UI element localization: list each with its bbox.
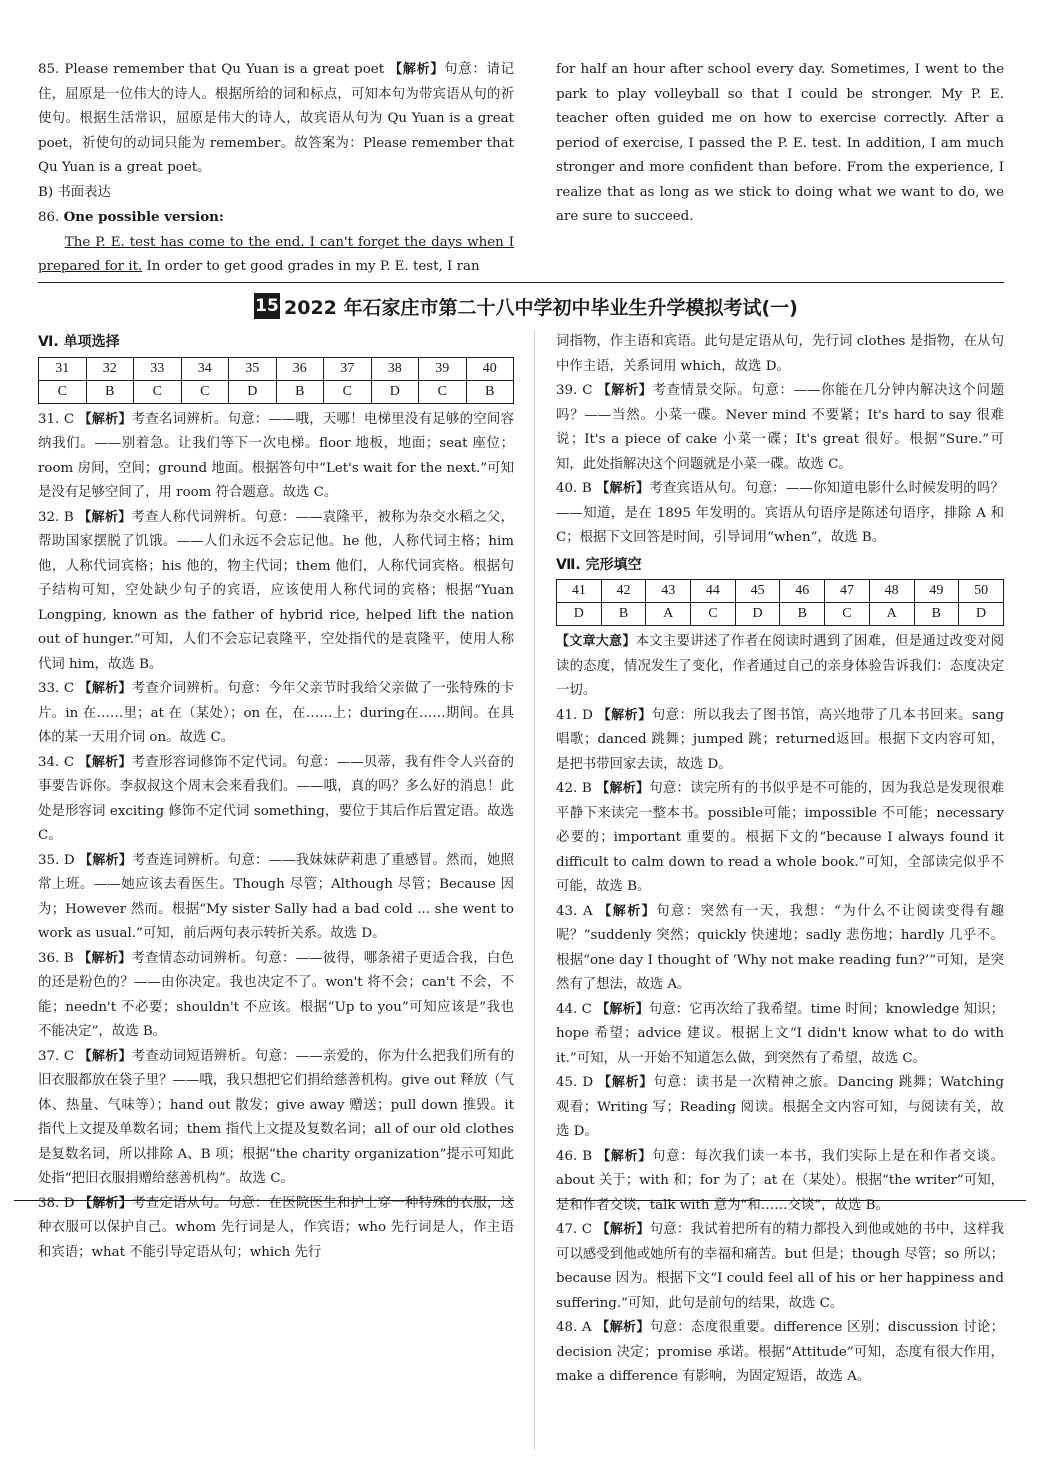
answer-letter-cell: C <box>39 380 87 403</box>
analysis-tag: 【解析】 <box>79 852 133 868</box>
analysis-text: 考查情景交际。句意：——你能在几分钟内解决这个问题吗？——当然。小菜一碟。Never mind 不要紧；It's hard to say 很难说；It's a piece of cake 小菜一碟；It's great 很好。根据“Sure.”可知，此处指解决这个问题就是小菜一碟。故选 C。 <box>556 383 1004 472</box>
analysis-item <box>38 506 514 678</box>
analysis-tag: 【解析】 <box>598 903 657 919</box>
analysis-text: 考查动词短语辨析。句意：——亲爱的，你为什么把我们所有的旧衣服都放在袋子里？——哦，我只想把它们捐给慈善机构。give out 释放（气体、热量、气味等）；hand out 散发；give away 赠送；pull down 推毁。it 指代上文提及单数名词；them 指代上文提及复数名词；all of our old clothes 是复数名词，所以排除 A、B 项；根据“the charity organization”提示可知此处指“把旧衣服捐赠给慈善机构”。故选 C。 <box>38 1048 514 1186</box>
page-rule-right <box>556 1200 1026 1201</box>
analysis-text: 句意：读完所有的书似乎是不可能的，因为我总是发现很难平静下来读完一整本书。possible可能；impossible 不可能；necessary 必要的；important 重要的。根据下文的“because I always found it difficult to calm down to read a whole book.”可知，全部读完似乎不可能，故选 B。 <box>556 781 1004 894</box>
analysis-item <box>38 1045 514 1192</box>
item-number: 36. B <box>38 950 79 966</box>
section-vii-heading: Ⅶ. 完形填空 <box>556 556 642 573</box>
item-number: 41. D <box>556 707 598 723</box>
analysis-tag: 【解析】 <box>596 1222 650 1237</box>
item-number: 39. C <box>556 383 598 398</box>
answer-letter-cell: B <box>780 603 825 626</box>
question-number-cell: 50 <box>959 580 1004 603</box>
essay-continuation: for half an hour after school every day. Sometimes, I went to the park to play volleyball so that I could be stronger. My P. E. teacher often guided me on how to exercise correctly. After a period of exercise, I passed the P. E. test. In addition, I am much stronger and more confident than before. From the experience, I realize that as long as we stick to doing what we want to do, we are sure to succeed. <box>556 62 1004 224</box>
version-heading: One possible version: <box>63 209 224 225</box>
analysis-tag: 【解析】 <box>596 781 650 796</box>
question-85 <box>38 58 514 181</box>
analysis-item <box>556 777 1004 900</box>
analysis-tag: 【解析】 <box>596 1001 649 1017</box>
exam-title <box>254 290 798 322</box>
item-number: 42. B <box>556 781 597 796</box>
section-b-heading: B) 书面表达 <box>38 184 111 200</box>
column-divider <box>534 330 535 1450</box>
analysis-item <box>38 947 514 1045</box>
analysis-tag: 【解析】 <box>598 1075 654 1090</box>
analysis-text: 句意：态度很重要。difference 区别；discussion 讨论；decision 决定；promise 承诺。根据“Attitude”可知，态度有很大作用，make a difference 有影响，为固定短语，故选 A。 <box>556 1320 1004 1384</box>
analysis-item <box>556 330 1004 379</box>
analysis-item <box>556 1218 1004 1316</box>
analysis-text: 句意：它再次给了我希望。time 时间；knowledge 知识；hope 希望；advice 建议。根据上文“I didn't know what to do with it.”可知，从一开始不知道怎么做，到突然有了希望，故选 C。 <box>556 1001 1004 1066</box>
question-number-cell: 38 <box>371 357 419 380</box>
right-items-b <box>556 704 1004 1390</box>
question-number-cell: 46 <box>780 580 825 603</box>
analysis-tag: 【解析】 <box>78 754 132 770</box>
analysis-text: 考查名词辨析。句意：——哦，天哪！电梯里没有足够的空间容纳我们。——别着急。让我们等下一次电梯。floor 地板，地面；seat 座位；room 房间，空间；ground 地面。根据答句中“Let's wait for the next.”可知是没有足够空间了，用 room 符合题意。故选 C。 <box>38 411 514 500</box>
analysis-tag: 【解析】 <box>79 1195 133 1211</box>
analysis-text: 考查人称代词辨析。句意：——袁隆平，被称为杂交水稻之父，帮助国家摆脱了饥饿。——人们永远不会忘记他。he 他，人称代词主格；him 他，人称代词宾格；his 他的，物主代词；them 他们，人称代词宾格。根据句子结构可知，空处缺少句子的宾语，应该使用人称代词的宾格；根据“Yuan Longping, known as the father of hybrid rice, helped lift the nation out of hunger.”可知，人们不会忘记袁隆平，空处指代的是袁隆平，使用人称代词 him，故选 B。 <box>38 509 515 672</box>
analysis-item <box>556 1316 1004 1390</box>
item-number: 37. C <box>38 1048 79 1064</box>
question-number-cell: 49 <box>914 580 959 603</box>
analysis-tag: 【解析】 <box>596 1320 650 1335</box>
question-number-cell: 48 <box>869 580 914 603</box>
question-number-cell: 34 <box>181 357 229 380</box>
answer-letter-cell: C <box>134 380 182 403</box>
analysis-text: 词指物，作主语和宾语。此句是定语从句，先行词 clothes 是指物，在从句中作主语，关系词用 which，故选 D。 <box>556 334 1004 374</box>
item-number: 44. C <box>556 1001 597 1017</box>
left-column <box>38 330 514 1265</box>
left-items <box>38 408 514 1266</box>
analysis-tag: 【解析】 <box>78 411 132 427</box>
question-number-cell: 45 <box>735 580 780 603</box>
question-number-cell: 35 <box>229 357 277 380</box>
analysis-text: 句意：每次我们读一本书，我们实际上是在和作者交谈。about 关于；with 和；for 为了；at 在（某处）。根据“the writer”可知，是和作者交谈，talk with 意为“和……交谈”，故选 B。 <box>556 1148 1004 1213</box>
item-number: 40. B <box>556 481 597 496</box>
answer-letter-cell: D <box>959 603 1004 626</box>
analysis-text: 考查定语从句。句意：在医院医生和护士穿一种特殊的衣服，这种衣服可以保护自己。whom 先行词是人，作宾语；who 先行词是人，作主语和宾语；what 不能引导定语从句；which 先行 <box>38 1195 514 1260</box>
summary-text: 本文主要讲述了作者在阅读时遇到了困难，但是通过改变对阅读的态度，情况发生了变化，作者通过自己的亲身体验告诉我们：态度决定一切。 <box>556 634 1004 698</box>
answer-letter-cell: B <box>276 380 324 403</box>
analysis-item <box>556 477 1004 551</box>
analysis-item <box>556 704 1004 778</box>
section-divider <box>38 282 1004 283</box>
top-right-column <box>556 58 1004 230</box>
analysis-text: 句意：突然有一天，我想：“为什么不让阅读变得有趣呢？”suddenly 突然；quickly 快速地；sadly 悲伤地；hardly 几乎不。根据“one day I thought of ‘Why not make reading fun?’”可知，是突然有了想法，故选 A。 <box>556 903 1004 992</box>
question-86 <box>38 205 514 231</box>
analysis-tag: 【解析】 <box>597 707 652 723</box>
question-number-cell: 39 <box>419 357 467 380</box>
question-number-cell: 32 <box>86 357 134 380</box>
item-number: 38. D <box>38 1195 80 1211</box>
page-rule-left <box>14 1200 514 1201</box>
analysis-tag: 【解析】 <box>78 950 132 966</box>
exam-title-text: 2022 年石家庄市第二十八中学初中毕业生升学模拟考试(一) <box>284 296 798 319</box>
essay-topic-sentence: The P. E. test has come to the end. I can't forget the days when I prepared for it. <box>38 234 514 274</box>
question-number-cell: 37 <box>324 357 372 380</box>
analysis-text: 句意：读书是一次精神之旅。Dancing 跳舞；Watching 观看；Writing 写；Reading 阅读。根据全文内容可知，与阅读有关，故选 D。 <box>556 1075 1004 1139</box>
answer-letter-cell: D <box>557 603 602 626</box>
summary-tag: 【文章大意】 <box>556 634 636 649</box>
answer-letter-cell: D <box>735 603 780 626</box>
analysis-text: 句意：请记住，屈原是一位伟大的诗人。根据所给的词和标点，可知本句为带宾语从句的祈使句。根据生活常识，屈原是伟大的诗人，故宾语从句为 Qu Yuan is a great poet，祈使句的动词只能为 remember。故答案为：Please remember that Qu Yuan is a great poet。 <box>38 62 515 175</box>
right-column <box>556 330 1004 1390</box>
right-items-a <box>556 330 1004 551</box>
analysis-item <box>556 379 1004 477</box>
item-number: 34. C <box>38 754 79 770</box>
analysis-item <box>38 849 514 947</box>
analysis-text: 考查宾语从句。句意：——你知道电影什么时候发明的吗？——知道，是在 1895 年发明的。宾语从句语序是陈述句语序，排除 A 和 C；根据下文回答是时间，引导词用“when”，故选 B。 <box>556 481 1004 545</box>
item-number: 32. B <box>38 509 79 525</box>
answer-letter-cell: B <box>86 380 134 403</box>
answer-letter-cell: C <box>181 380 229 403</box>
item-number: 46. B <box>556 1148 598 1164</box>
answer-letter-cell: A <box>869 603 914 626</box>
question-number-cell: 43 <box>646 580 691 603</box>
analysis-text: 句意：我试着把所有的精力都投入到他或她的书中，这样我可以感受到他或她所有的幸福和痛苦。but 但是；though 尽管；so 所以；because 因为。根据下文“I could feel all of his or her happiness and suffering.”可知，此句是前句的结果，故选 C。 <box>556 1222 1004 1311</box>
analysis-item <box>556 1145 1004 1219</box>
question-number-cell: 41 <box>557 580 602 603</box>
answer-letter-cell: D <box>371 380 419 403</box>
analysis-tag: 【解析】 <box>597 383 653 398</box>
answer-letter-cell: C <box>825 603 870 626</box>
essay-text: In order to get good grades in my P. E. test, I ran <box>142 259 480 274</box>
analysis-tag: 【解析】 <box>596 481 650 496</box>
analysis-text: 考查连词辨析。句意：——我妹妹萨莉患了重感冒。然而，她照常上班。——她应该去看医生。Though 尽管；Although 尽管；Because 因为；However 然而。根据“My sister Sally had a bad cold ... she went to work as usual.”可知，前后两句表示转折关系。故选 D。 <box>38 852 514 941</box>
answer-letter-cell: B <box>601 603 646 626</box>
item-number: 48. A <box>556 1320 597 1335</box>
analysis-tag: 【解析】 <box>78 1048 132 1064</box>
question-number-cell: 36 <box>276 357 324 380</box>
essay-start <box>38 231 514 280</box>
analysis-item <box>38 677 514 751</box>
question-number: 86. <box>38 210 60 225</box>
analysis-item <box>38 1192 514 1266</box>
analysis-tag: 【解析】 <box>78 509 132 525</box>
section-vi-heading: Ⅵ. 单项选择 <box>38 334 120 350</box>
answer-letter-cell: C <box>691 603 736 626</box>
analysis-tag: 【解析】 <box>389 62 445 77</box>
item-number: 33. C <box>38 681 79 696</box>
question-number: 85. <box>38 62 60 77</box>
question-number-cell: 47 <box>825 580 870 603</box>
answer-letter-cell: C <box>419 380 467 403</box>
analysis-text: 考查形容词修饰不定代词。句意：——贝蒂，我有件令人兴奋的事要告诉你。李叔叔这个周末会来看我们。——哦，真的吗？多么好的消息！此处是形容词 exciting 修饰不定代词 something，要位于其后作后置定语。故选 C。 <box>38 754 514 843</box>
question-number-cell: 33 <box>134 357 182 380</box>
question-number-cell: 31 <box>39 357 87 380</box>
analysis-text: 句意：所以我去了图书馆，高兴地带了几本书回来。sang 唱歌；danced 跳舞；jumped 跳；returned返回。根据下文内容可知，是把书带回家去读，故选 D。 <box>556 707 1004 772</box>
analysis-item <box>38 751 514 849</box>
article-summary <box>556 630 1004 704</box>
answer-letter-cell: A <box>646 603 691 626</box>
answer-table-31-40 <box>38 357 514 404</box>
item-number: 43. A <box>556 903 599 919</box>
item-number: 31. C <box>38 411 79 427</box>
answer-text: Please remember that Qu Yuan is a great poet <box>64 62 385 77</box>
analysis-tag: 【解析】 <box>597 1148 652 1164</box>
top-left-column <box>38 58 514 280</box>
item-number: 47. C <box>556 1222 597 1237</box>
answer-letter-cell: B <box>914 603 959 626</box>
question-number-cell: 44 <box>691 580 736 603</box>
answer-table-41-50 <box>556 579 1004 626</box>
question-number-cell: 42 <box>601 580 646 603</box>
analysis-text: 考查介词辨析。句意：今年父亲节时我给父亲做了一张特殊的卡片。in 在……里；at 在（某处）；on 在，在……上；during在……期间。在具体的某一天用介词 on。故选 C。 <box>38 681 514 745</box>
item-number: 45. D <box>556 1075 599 1090</box>
answer-letter-cell: C <box>324 380 372 403</box>
analysis-item <box>556 1071 1004 1145</box>
analysis-item <box>556 998 1004 1072</box>
analysis-tag: 【解析】 <box>78 681 132 696</box>
item-number: 35. D <box>38 852 80 868</box>
analysis-text: 考查情态动词辨析。句意：——彼得，哪条裙子更适合我，白色的还是粉色的？——由你决定。我也决定不了。won't 将不会；can't 不会，不能；needn't 不必要；shouldn't 不应该。根据“Up to you”可知应该是“我也不能决定”，故选 B。 <box>38 950 515 1039</box>
exam-number-badge: 15 <box>254 293 280 319</box>
answer-letter-cell: D <box>229 380 277 403</box>
answer-letter-cell: B <box>466 380 514 403</box>
question-number-cell: 40 <box>466 357 514 380</box>
analysis-item <box>556 900 1004 998</box>
analysis-item <box>38 408 514 506</box>
